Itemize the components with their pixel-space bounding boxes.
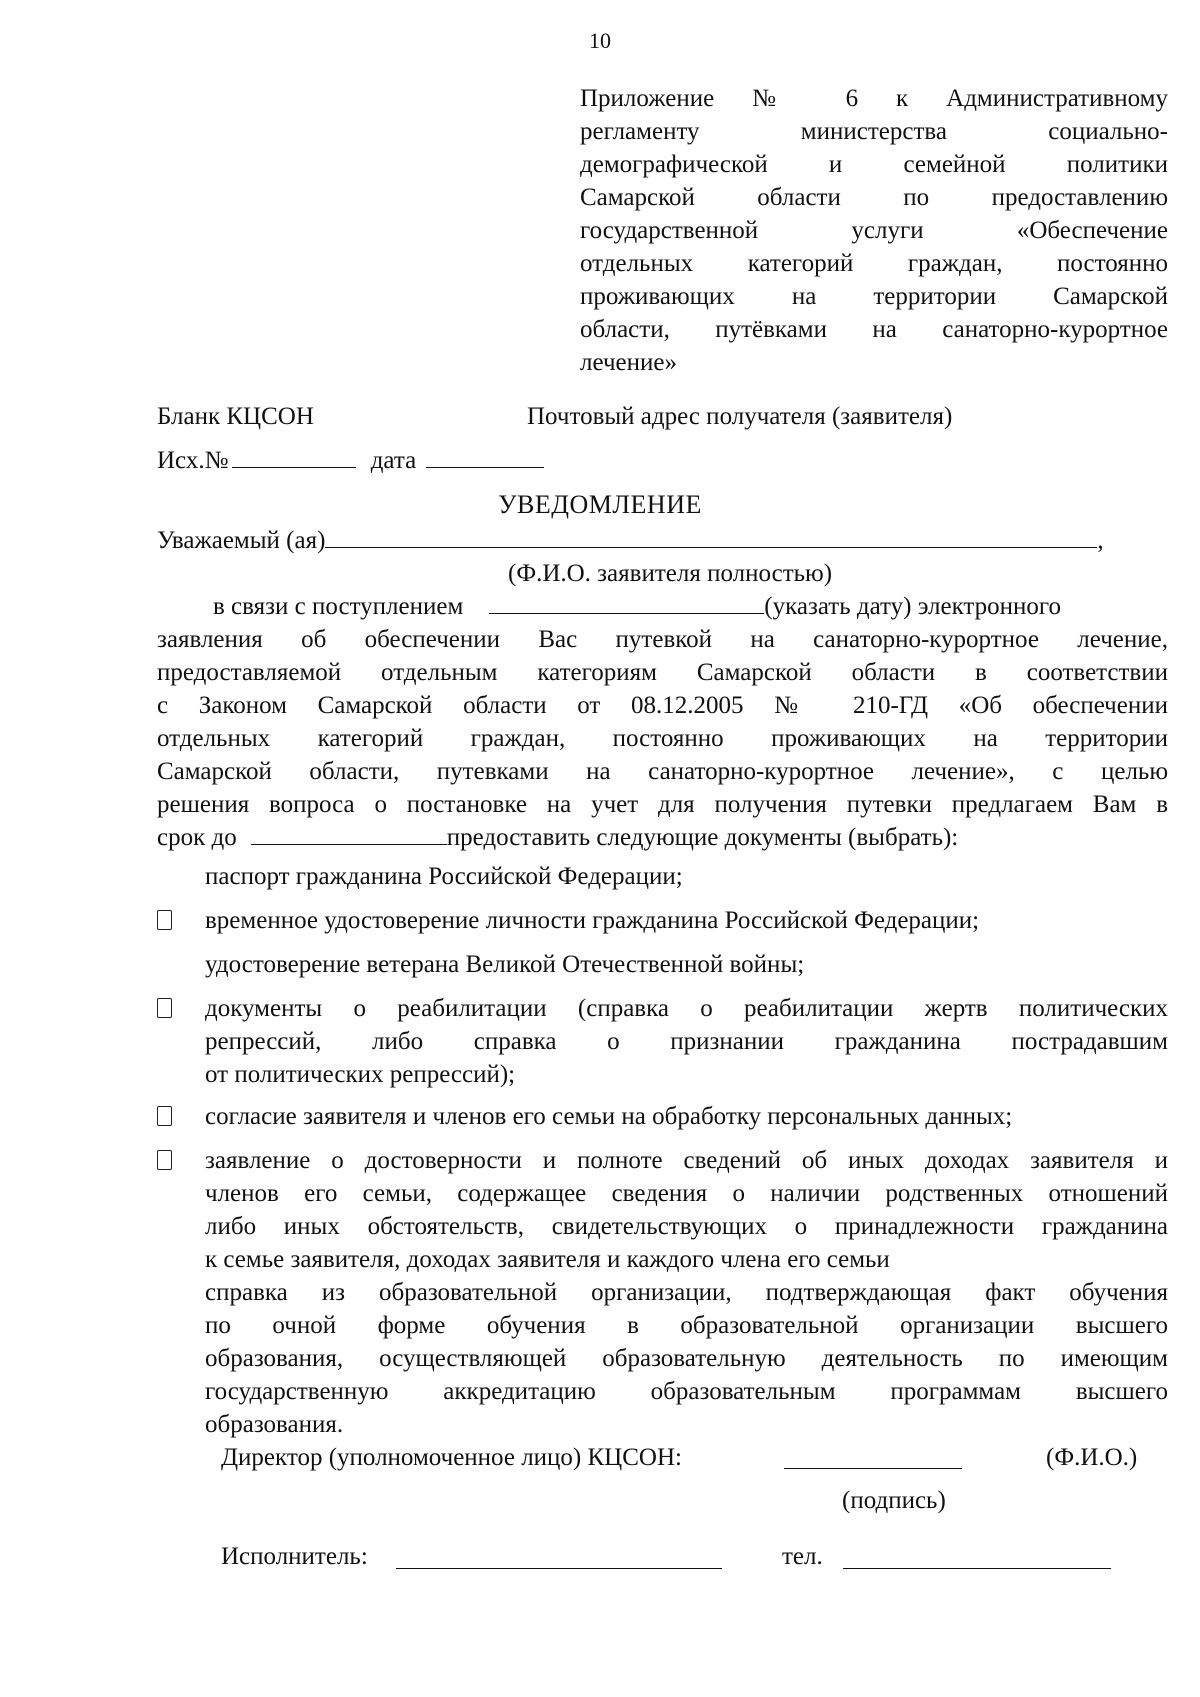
applicant-name-field[interactable]	[325, 525, 1097, 548]
appendix-note	[580, 82, 1168, 379]
document-checkbox[interactable]	[157, 998, 172, 1018]
deadline-label: срок до	[157, 824, 237, 851]
greeting-comma: ,	[1097, 527, 1104, 554]
signature-hint: (подпись)	[842, 1487, 946, 1514]
executor-label: Исполнитель:	[221, 1543, 368, 1570]
appendix-line: Самарской области по предоставлению	[580, 184, 1168, 211]
document-text: документы о реабилитации (справка о реабилитации жертв политических	[205, 995, 1168, 1022]
date-field[interactable]	[426, 445, 544, 468]
document-text: справка из образовательной организации, подтверждающая факт обучения	[205, 1279, 1168, 1306]
date-label: дата	[370, 447, 417, 474]
phone-field[interactable]	[843, 1546, 1111, 1569]
deadline-text: предоставить следующие документы (выбрать):	[446, 824, 959, 851]
document-text: паспорт гражданина Российской Федерации;	[205, 863, 683, 890]
outgoing-number-row	[157, 444, 544, 477]
notice-body	[157, 590, 1168, 854]
greeting-label: Уважаемый (ая)	[157, 527, 326, 554]
phone-label: тел.	[782, 1543, 823, 1570]
director-fio-label: (Ф.И.О.)	[1046, 1444, 1138, 1471]
applicant-name-hint: (Ф.И.О. заявителя полностью)	[508, 560, 833, 587]
document-text: репрессий, либо справка о признании гражданина пострадавшим	[205, 1028, 1168, 1055]
document-text: удостоверение ветерана Великой Отечественной войны;	[205, 951, 805, 978]
deadline-field[interactable]	[251, 822, 447, 845]
page-number: 10	[589, 28, 611, 53]
outgoing-number-label: Исх.№	[157, 447, 229, 474]
appendix-line: регламенту министерства социально-	[580, 118, 1168, 145]
document-text: согласие заявителя и членов его семьи на обработку персональных данных;	[205, 1103, 1013, 1130]
appendix-line: отдельных категорий граждан, постоянно	[580, 250, 1168, 277]
document-text: к семье заявителя, доходах заявителя и каждого члена его семьи	[205, 1246, 890, 1273]
body-line: Самарской области, путевками на санаторно-курортное лечение», с целью	[157, 758, 1168, 785]
appendix-line: области, путёвками на санаторно-курортное	[580, 316, 1168, 343]
body-intro-end: (указать дату) электронного	[764, 593, 1062, 620]
body-line: заявления об обеспечении Вас путевкой на санаторно-курортное лечение,	[157, 626, 1168, 653]
postal-address-label: Почтовый адрес получателя (заявителя)	[527, 403, 953, 430]
appendix-line: лечение»	[580, 349, 677, 376]
appendix-line: демографической и семейной политики	[580, 151, 1168, 178]
appendix-line: проживающих на территории Самарской	[580, 283, 1168, 310]
executor-field[interactable]	[396, 1546, 722, 1569]
blank-label: Бланк КЦСОН	[157, 403, 314, 430]
document-checkbox[interactable]	[157, 910, 172, 930]
document-checkbox[interactable]	[157, 1106, 172, 1126]
document-text: временное удостоверение личности гражданина Российской Федерации;	[205, 907, 980, 934]
receipt-date-field[interactable]	[489, 591, 764, 614]
document-text: членов его семьи, содержащее сведения о наличии родственных отношений	[205, 1180, 1168, 1207]
document-checkbox[interactable]	[157, 1150, 172, 1170]
director-label: Директор (уполномоченное лицо) КЦСОН:	[221, 1444, 682, 1471]
appendix-line: Приложение № 6 к Административному	[580, 85, 1168, 112]
body-intro: в связи с поступлением	[213, 593, 464, 620]
body-line: предоставляемой отдельным категориям Самарской области в соответствии	[157, 659, 1168, 686]
greeting-row	[157, 524, 1104, 557]
body-line: с Законом Самарской области от 08.12.2005 № 210-ГД «Об обеспечении	[157, 692, 1168, 719]
document-text: образования, осуществляющей образовательную деятельность по имеющим	[205, 1345, 1168, 1372]
document-text: от политических репрессий);	[205, 1061, 516, 1088]
document-text: либо иных обстоятельств, свидетельствующих о принадлежности гражданина	[205, 1213, 1168, 1240]
document-text: образования.	[205, 1411, 344, 1438]
appendix-line: государственной услуги «Обеспечение	[580, 217, 1168, 244]
body-line: отдельных категорий граждан, постоянно проживающих на территории	[157, 725, 1168, 752]
document-text: заявление о достоверности и полноте сведений об иных доходах заявителя и	[205, 1147, 1168, 1174]
document-title: УВЕДОМЛЕНИЕ	[498, 490, 702, 519]
document-text: государственную аккредитацию образовательным программам высшего	[205, 1378, 1168, 1405]
outgoing-number-field[interactable]	[232, 445, 356, 468]
document-text: по очной форме обучения в образовательной организации высшего	[205, 1312, 1168, 1339]
body-line: решения вопроса о постановке на учет для получения путевки предлагаем Вам в	[157, 791, 1168, 818]
director-signature-field[interactable]	[784, 1446, 962, 1469]
